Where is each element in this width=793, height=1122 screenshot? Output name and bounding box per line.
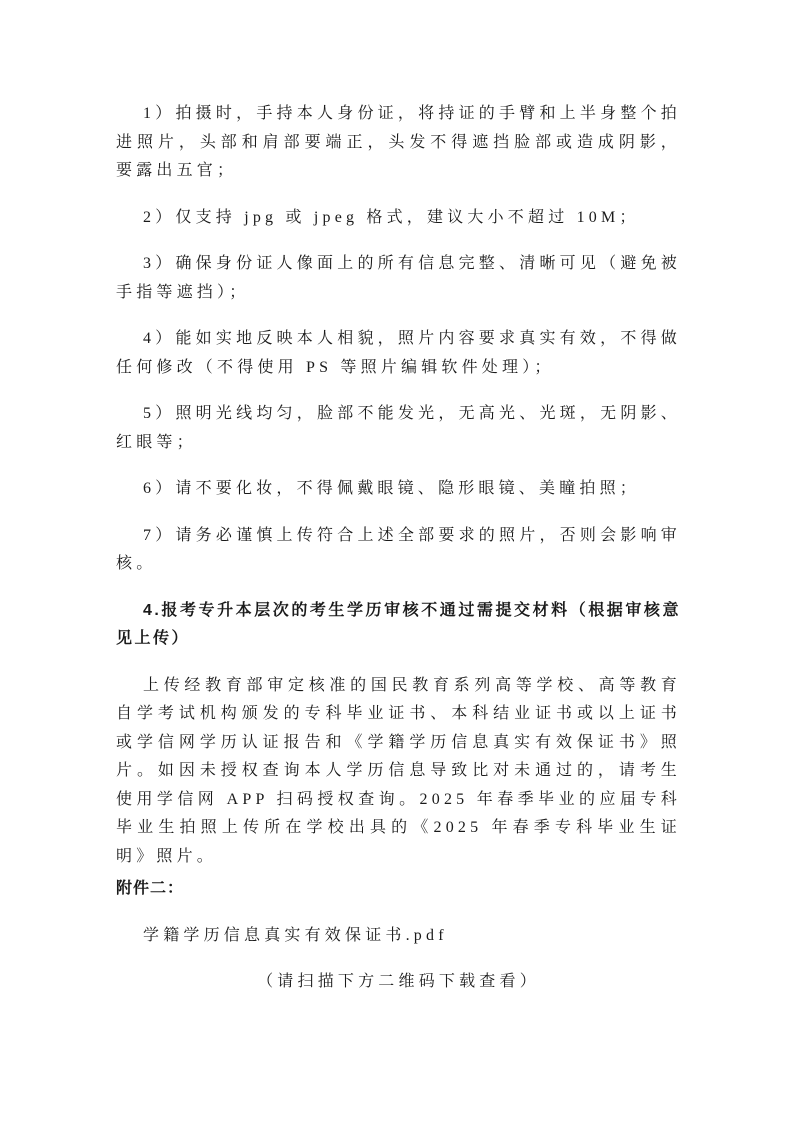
photo-requirement-item-3: 3）确保身份证人像面上的所有信息完整、清晰可见（避免被手指等遮挡）； bbox=[116, 255, 681, 301]
attachment-2-file-name: 学籍学历信息真实有效保证书.pdf bbox=[143, 926, 448, 944]
section-4-heading: 4.报考专升本层次的考生学历审核不通过需提交材料（根据审核意见上传） bbox=[116, 601, 681, 647]
section-4-paragraph: 上传经教育部审定核准的国民教育系列高等学校、高等教育自学考试机构颁发的专科毕业证书、本科结业证书或以上证书或学信网学历认证报告和《学籍学历信息真实有效保证书》照片。如因未授权查询本人学历信息导致比对未通过的，请考生使用学信网 APP 扫码授权查询。2025 年春季毕业的应届专科毕业生拍照上传所在学校出具的《2025 年春季专科毕业生证明》照片。 bbox=[116, 676, 681, 865]
photo-requirement-item-6: 6）请不要化妆，不得佩戴眼镜、隐形眼镜、美瞳拍照； bbox=[143, 480, 641, 497]
photo-requirement-item-1: 1）拍摄时，手持本人身份证，将持证的手臂和上半身整个拍进照片，头部和肩部要端正，头发不得遮挡脸部或造成阴影，要露出五官； bbox=[116, 105, 681, 179]
qr-code-download-note: （请扫描下方二维码下载查看） bbox=[257, 973, 540, 990]
attachment-2-heading: 附件二： bbox=[116, 880, 185, 897]
photo-requirement-item-2: 2）仅支持 jpg 或 jpeg 格式，建议大小不超过 10M； bbox=[143, 208, 640, 226]
photo-requirement-item-5: 5）照明光线均匀，脸部不能发光，无高光、光斑，无阴影、红眼等； bbox=[116, 405, 681, 451]
photo-requirement-item-7: 7）请务必谨慎上传符合上述全部要求的照片，否则会影响审核。 bbox=[116, 526, 681, 572]
photo-requirement-item-4: 4）能如实地反映本人相貌，照片内容要求真实有效，不得做任何修改（不得使用 PS 等照片编辑软件处理）； bbox=[116, 330, 681, 376]
